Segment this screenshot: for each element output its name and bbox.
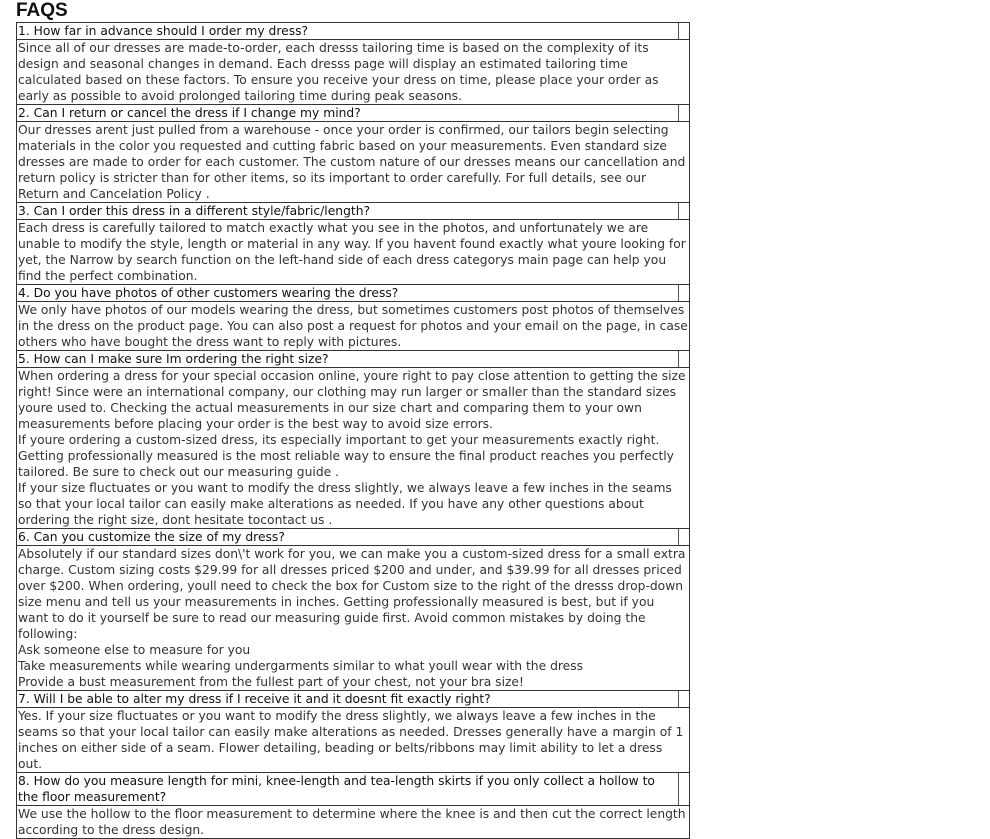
faq-answer <box>17 122 689 202</box>
faq-item <box>16 22 690 105</box>
faq-answer <box>17 546 689 690</box>
faq-question-row <box>17 285 689 302</box>
faq-question-row <box>17 529 689 546</box>
faq-question: 8. How do you measure length for mini, knee-length and tea-length skirts if you only collect a hollow to the floor measurement? <box>17 773 679 805</box>
faq-question-row <box>17 105 689 122</box>
faq-answer-paragraph: Take measurements while wearing undergarments similar to what youll wear with the dress <box>18 659 584 673</box>
faq-question-row <box>17 773 689 806</box>
faq-answer-paragraph: If youre ordering a custom-sized dress, its especially important to get your measurements exactly right. Getting professionally measured is the most reliable way to ensure the final product reaches you perfectly tailored. Be sure to check out our measuring guide . <box>18 433 674 479</box>
faq-question-cell-spacer <box>679 105 689 121</box>
faq-item <box>16 690 690 773</box>
faq-question-cell-spacer <box>679 351 689 367</box>
faq-question-cell-spacer <box>679 691 689 707</box>
faq-question-row <box>17 203 689 220</box>
faq-answer <box>17 220 689 284</box>
faq-question-row <box>17 23 689 40</box>
faq-question-cell-spacer <box>679 203 689 219</box>
faq-answer <box>17 302 689 350</box>
faq-answer-paragraph: Our dresses arent just pulled from a warehouse - once your order is confirmed, our tailors begin selecting materials in the color you requested and cutting fabric based on your measurements. Even standard size dresses are made to order for each customer. The custom nature of our dresses means our cancellation and return policy is stricter than for other items, so its important to order carefully. For full details, see our Return and Cancelation Policy . <box>18 123 686 201</box>
faq-answer-paragraph: Yes. If your size fluctuates or you want to modify the dress slightly, we always leave a few inches in the seams so that your local tailor can easily make alterations as needed. Dresses generally have a margin of 1 inches on either side of a seam. Flower detailing, beading or belts/ribbons may limit ability to let a dress out. <box>18 709 684 771</box>
faq-question-cell-spacer <box>679 773 689 805</box>
faq-answer-paragraph: We only have photos of our models wearing the dress, but sometimes customers post photos of themselves in the dress on the product page. You can also post a request for photos and your email on the page, in case others who have bought the dress want to reply with pictures. <box>18 303 688 349</box>
faq-item <box>16 284 690 351</box>
faq-answer-paragraph: When ordering a dress for your special occasion online, youre right to pay close attention to getting the size right! Since were an international company, our clothing may run larger or smaller than the standard sizes youre used to. Checking the actual measurements in our size chart and comparing them to your own measurements before placing your order is the best way to avoid size errors. <box>18 369 686 431</box>
faq-question: 2. Can I return or cancel the dress if I change my mind? <box>17 105 679 121</box>
faq-question-row <box>17 351 689 368</box>
faq-item <box>16 350 690 529</box>
faq-item <box>16 528 690 691</box>
faq-answer <box>17 368 689 528</box>
faq-question-cell-spacer <box>679 285 689 301</box>
faq-answer-paragraph: If your size fluctuates or you want to modify the dress slightly, we always leave a few inches in the seams so that your local tailor can easily make alterations as needed. If you have any other questions about ordering the right size, dont hesitate tocontact us . <box>18 481 672 527</box>
faq-list <box>16 22 690 839</box>
faq-item <box>16 104 690 203</box>
faq-question: 4. Do you have photos of other customers wearing the dress? <box>17 285 679 301</box>
faq-answer <box>17 708 689 772</box>
faq-answer-paragraph: Each dress is carefully tailored to match exactly what you see in the photos, and unfortunately we are unable to modify the style, length or material in any way. If you havent found exactly what youre looking for yet, the Narrow by search function on the left-hand side of each dress categorys main page can help you find the perfect combination. <box>18 221 686 283</box>
faq-answer-paragraph: Absolutely if our standard sizes don\'t work for you, we can make you a custom-sized dress for a small extra charge. Custom sizing costs $29.99 for all dresses priced $200 and under, and $39.99 for all dresses priced over $200. When ordering, youll need to check the box for Custom size to the right of the dresss drop-down size menu and tell us your measurements in inches. Getting professionally measured is best, but if you want to do it yourself be sure to read our measuring guide first. Avoid common mistakes by doing the following: <box>18 547 686 641</box>
faq-answer-paragraph: Ask someone else to measure for you <box>18 643 251 657</box>
faq-question-cell-spacer <box>679 529 689 545</box>
faq-page <box>16 0 690 839</box>
faq-question-row <box>17 691 689 708</box>
faq-question: 6. Can you customize the size of my dress? <box>17 529 679 545</box>
faq-question: 1. How far in advance should I order my dress? <box>17 23 679 39</box>
faq-item <box>16 202 690 285</box>
page-title: FAQS <box>16 0 68 21</box>
faq-question: 5. How can I make sure Im ordering the right size? <box>17 351 679 367</box>
faq-item <box>16 772 690 839</box>
faq-answer <box>17 40 689 104</box>
faq-question: 7. Will I be able to alter my dress if I receive it and it doesnt fit exactly right? <box>17 691 679 707</box>
faq-answer-paragraph: Provide a bust measurement from the fullest part of your chest, not your bra size! <box>18 675 524 689</box>
faq-question: 3. Can I order this dress in a different style/fabric/length? <box>17 203 679 219</box>
faq-answer-paragraph: Since all of our dresses are made-to-order, each dresss tailoring time is based on the complexity of its design and seasonal changes in demand. Each dresss page will display an estimated tailoring time calculated based on these factors. To ensure you receive your dress on time, please place your order as early as possible to avoid prolonged tailoring time during peak seasons. <box>18 41 659 103</box>
faq-answer-paragraph: We use the hollow to the floor measurement to determine where the knee is and then cut the correct length according to the dress design. <box>18 807 686 837</box>
faq-question-cell-spacer <box>679 23 689 39</box>
faq-answer <box>17 806 689 838</box>
